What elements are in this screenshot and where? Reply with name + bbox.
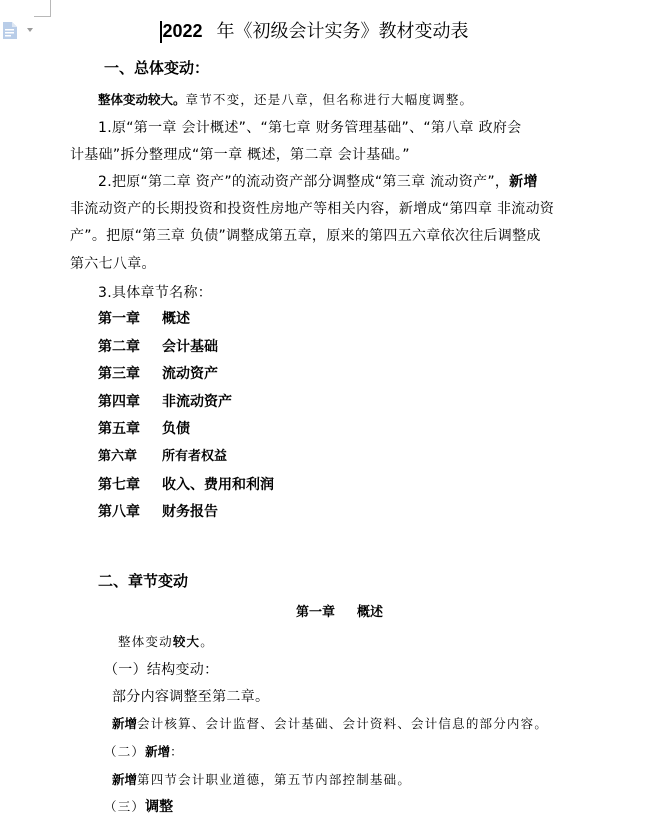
overall-text: 整体变动 [118, 634, 173, 649]
item2-line4: 第六七八章。 [70, 256, 156, 272]
chapter-row [98, 309, 190, 329]
chapter-row [98, 502, 218, 522]
chapter-row [98, 475, 274, 495]
sub1-line2-bold: 新增 [112, 716, 138, 731]
summary-bold: 整体变动较大。 [98, 92, 186, 107]
item3-heading: 3.具体章节名称： [98, 285, 213, 301]
chapter-row [98, 447, 227, 467]
text-cursor [160, 21, 162, 43]
chapter-title-num: 第一章 [296, 605, 336, 620]
item2-line3: 产”。把原“第三章 负债”调整成第五章，原来的第四五六章依次往后调整成 [70, 228, 541, 244]
chapter-name: 收入、费用和利润 [162, 477, 274, 493]
sub2-line-text: 第四节会计职业道德，第五节内部控制基础。 [137, 772, 412, 787]
chapter-name: 非流动资产 [162, 394, 232, 410]
item2-bold: 新增 [509, 174, 538, 190]
chapter-num: 第二章 [98, 339, 140, 355]
chapter-title-name: 概述 [357, 605, 384, 620]
chapter-name: 概述 [162, 311, 190, 327]
chapter-num: 第四章 [98, 394, 140, 410]
chapter-name: 财务报告 [162, 504, 218, 520]
sub2-bold: 新增 [145, 744, 171, 759]
chapter1-overall [118, 632, 214, 652]
sub1-line2-text: 会计核算、会计监督、会计基础、会计资料、会计信息的部分内容。 [137, 716, 549, 731]
chapter-num: 第七章 [98, 477, 140, 493]
sub1-heading: （一）结构变动： [104, 662, 219, 678]
sub2-heading [104, 742, 184, 762]
sub3-bold: 调整 [145, 799, 174, 815]
sub3-prefix: （三） [104, 799, 146, 814]
summary-text: 章节不变，还是八章，但名称进行大幅度调整。 [185, 92, 474, 107]
title-text: 年《初级会计实务》教材变动表 [216, 21, 469, 42]
sub1-line1: 部分内容调整至第二章。 [112, 689, 270, 705]
paragraph-format-icon[interactable] [2, 22, 18, 39]
item1-line1: 1.原“第一章 会计概述”、“第七章 财务管理基础”、“第八章 政府会 [98, 120, 522, 136]
chevron-down-icon[interactable] [27, 28, 33, 32]
overall-bold: 较大 [172, 634, 201, 649]
sub2-prefix: （二） [104, 744, 146, 759]
chapter-row [98, 419, 190, 439]
chapter-num: 第一章 [98, 311, 140, 327]
chapter-name: 流动资产 [162, 366, 218, 382]
chapter-num: 第五章 [98, 421, 140, 437]
document-title [160, 18, 469, 45]
chapter-num: 第三章 [98, 366, 140, 382]
chapter-name: 负债 [162, 421, 190, 437]
chapter-row [98, 364, 218, 384]
page-margin-corner-mark [34, 0, 51, 17]
item1-line2: 计基础”拆分整理成“第一章 概述，第二章 会计基础。” [70, 147, 410, 163]
chapter-name: 所有者权益 [162, 449, 228, 464]
chapter-num: 第六章 [98, 449, 138, 464]
section-heading-chapter-changes: 二、章节变动 [98, 572, 189, 590]
chapter-row [98, 392, 232, 412]
chapter-title [296, 603, 383, 623]
title-year: 2022 [162, 21, 203, 41]
chapter-row [98, 337, 218, 357]
item2-text: 2.把原“第二章 资产”的流动资产部分调整成“第三章 流动资产”， [98, 174, 510, 190]
sub1-line2 [112, 714, 548, 734]
chapter-num: 第八章 [98, 504, 140, 520]
section-heading-overall: 一、总体变动： [104, 59, 210, 77]
sub3-heading [104, 797, 173, 817]
sub2-line [112, 770, 411, 790]
sub2-line-bold: 新增 [112, 772, 138, 787]
overall-summary [98, 90, 473, 110]
item2-line1 [98, 172, 538, 192]
sub2-suffix: ： [170, 744, 184, 759]
overall-end: 。 [200, 634, 214, 649]
chapter-name: 会计基础 [162, 339, 218, 355]
item2-line2: 非流动资产的长期投资和投资性房地产等相关内容，新增成“第四章 非流动资 [70, 201, 555, 217]
